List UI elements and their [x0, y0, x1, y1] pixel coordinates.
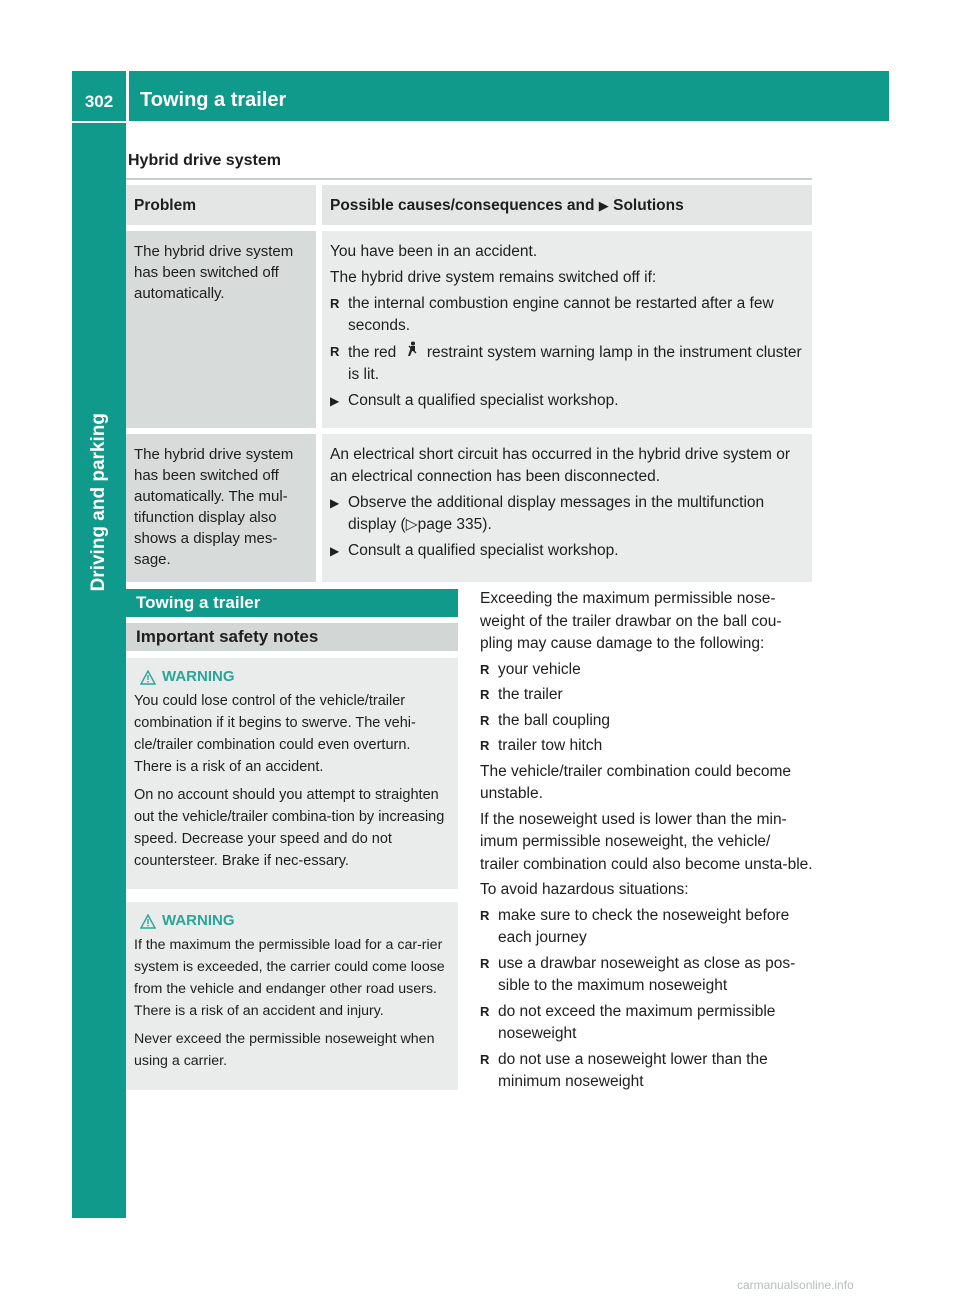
action-item	[330, 492, 804, 536]
list-item-text: trailer tow hitch	[498, 737, 603, 754]
body-text: Exceeding the maximum permissible nose-weight of the trailer drawbar on the ball cou-pling may cause damage to the following:	[480, 590, 782, 652]
list-item	[480, 1001, 813, 1046]
col-header-solutions-post: Solutions	[613, 197, 684, 214]
page-ref-triangle-icon: ▷	[405, 516, 418, 533]
list-item-text: do not exceed the maximum permissible noseweight	[498, 1002, 776, 1042]
action-text-post: ).	[482, 516, 492, 533]
header-divider	[126, 71, 129, 121]
page-number: 302	[84, 92, 114, 111]
warning-text: Never exceed the permissible noseweight when using a carrier.	[134, 1031, 435, 1069]
problem-cell: The hybrid drive system has been switched off automatically. The mul-tifunction display also shows a display mes-sage.	[126, 428, 322, 582]
header-title: Towing a trailer	[140, 89, 287, 111]
action-text: Consult a qualified specialist workshop.	[348, 542, 619, 559]
warning-triangle-icon	[140, 914, 156, 929]
bullet-text-post: restraint system warning lamp in the instrument cluster is lit.	[348, 344, 802, 383]
solution-text: You have been in an accident.	[330, 243, 538, 260]
action-item	[330, 540, 804, 562]
bullet-text-pre: the red	[348, 344, 397, 361]
table-row	[126, 428, 812, 582]
warning-label: WARNING	[162, 912, 235, 929]
play-arrow-icon: ▶	[598, 198, 609, 213]
problem-cell: The hybrid drive system has been switched off automatically.	[126, 225, 322, 428]
body-text: To avoid hazardous situations:	[480, 881, 689, 898]
solution-text: The hybrid drive system remains switched off if:	[330, 269, 657, 286]
warning-box-2	[126, 902, 458, 1090]
bullet-r-icon: R	[480, 907, 490, 923]
list-item	[480, 710, 813, 733]
solution-text: An electrical short circuit has occurred in the hybrid drive system or an electrical connection has been disconnected.	[330, 446, 791, 485]
bullet-r-icon: R	[480, 738, 490, 753]
col-header-solutions-pre: Possible causes/consequences and	[330, 197, 595, 214]
solution-cell	[322, 428, 812, 582]
list-item	[480, 905, 813, 950]
action-text-pre: Observe the additional display messages in the multifunction display (	[348, 494, 765, 533]
list-item	[480, 659, 813, 682]
table-header-row	[126, 185, 812, 225]
action-text: Consult a qualified specialist workshop.	[348, 392, 619, 409]
bullet-r-icon: R	[480, 955, 490, 971]
bullet-item	[330, 341, 804, 386]
problem-table	[126, 185, 812, 582]
warning-label: WARNING	[162, 668, 235, 685]
solution-cell	[322, 225, 812, 428]
bullet-r-icon: R	[480, 687, 490, 702]
bullet-text: the internal combustion engine cannot be restarted after a few seconds.	[348, 295, 774, 334]
right-column	[480, 588, 813, 1097]
sidebar-label: Driving and parking	[88, 413, 109, 592]
bullet-r-icon: R	[330, 296, 340, 311]
sidebar-label-wrap	[80, 413, 120, 592]
list-item	[480, 953, 813, 998]
list-item	[480, 684, 813, 707]
section-title-hybrid: Hybrid drive system	[128, 152, 281, 169]
seatbelt-warning-icon	[401, 341, 423, 363]
warning-text: On no account should you attempt to straighten out the vehicle/trailer combina-tion by increasing speed. Decrease your speed and do not countersteer. Brake if nec-essary.	[134, 787, 445, 869]
list-item	[480, 735, 813, 758]
list-item-text: the trailer	[498, 686, 563, 703]
safety-notes-bar	[126, 623, 458, 651]
list-item	[480, 1049, 813, 1094]
bullet-r-icon: R	[480, 1051, 490, 1067]
towing-section-title: Towing a trailer	[136, 593, 261, 612]
bullet-r-icon: R	[480, 1003, 490, 1019]
sidebar-tab	[72, 123, 126, 1218]
col-header-problem: Problem	[126, 185, 322, 225]
list-item-text: make sure to check the noseweight before each journey	[498, 906, 790, 946]
list-item-text: the ball coupling	[498, 711, 611, 729]
safety-notes-title: Important safety notes	[136, 627, 319, 646]
body-text: The vehicle/trailer combination could become unstable.	[480, 762, 792, 802]
page-ref-link[interactable]: page 335	[417, 516, 483, 533]
table-row	[126, 225, 812, 428]
action-arrow-icon: ▶	[330, 394, 340, 408]
warning-heading	[134, 666, 450, 688]
bullet-r-icon: R	[330, 344, 340, 359]
footer-watermark[interactable]: carmanualsonline.info	[737, 1278, 854, 1292]
action-arrow-icon: ▶	[330, 544, 340, 558]
warning-triangle-icon	[140, 670, 156, 685]
towing-section-bar	[126, 589, 458, 617]
list-item-text: your vehicle	[498, 660, 581, 678]
page-header	[72, 71, 889, 121]
bullet-item	[330, 293, 804, 337]
warning-text: You could lose control of the vehicle/trailer combination if it begins to swerve. The vehi-cle/trailer combination could even overturn. There is a risk of an accident.	[134, 693, 416, 775]
body-text: If the noseweight used is lower than the min-imum permissible noseweight, the vehicle/ trailer combination could also become unsta-ble.	[480, 810, 813, 873]
action-arrow-icon: ▶	[330, 496, 340, 510]
section-rule	[126, 178, 812, 180]
action-item	[330, 390, 804, 412]
warning-heading	[134, 910, 450, 932]
list-item-text: do not use a noseweight lower than the minimum noseweight	[498, 1050, 768, 1090]
warning-text: If the maximum the permissible load for a car-rier system is exceeded, the carrier could come loose from the vehicle and endanger other road users. There is a risk of an accident and injury.	[134, 937, 445, 1019]
list-item-text: use a drawbar noseweight as close as pos-sible to the maximum noseweight	[498, 954, 796, 994]
bullet-r-icon: R	[480, 712, 490, 728]
warning-box-1	[126, 658, 458, 889]
col-header-solutions	[322, 185, 812, 225]
bullet-r-icon: R	[480, 661, 490, 677]
